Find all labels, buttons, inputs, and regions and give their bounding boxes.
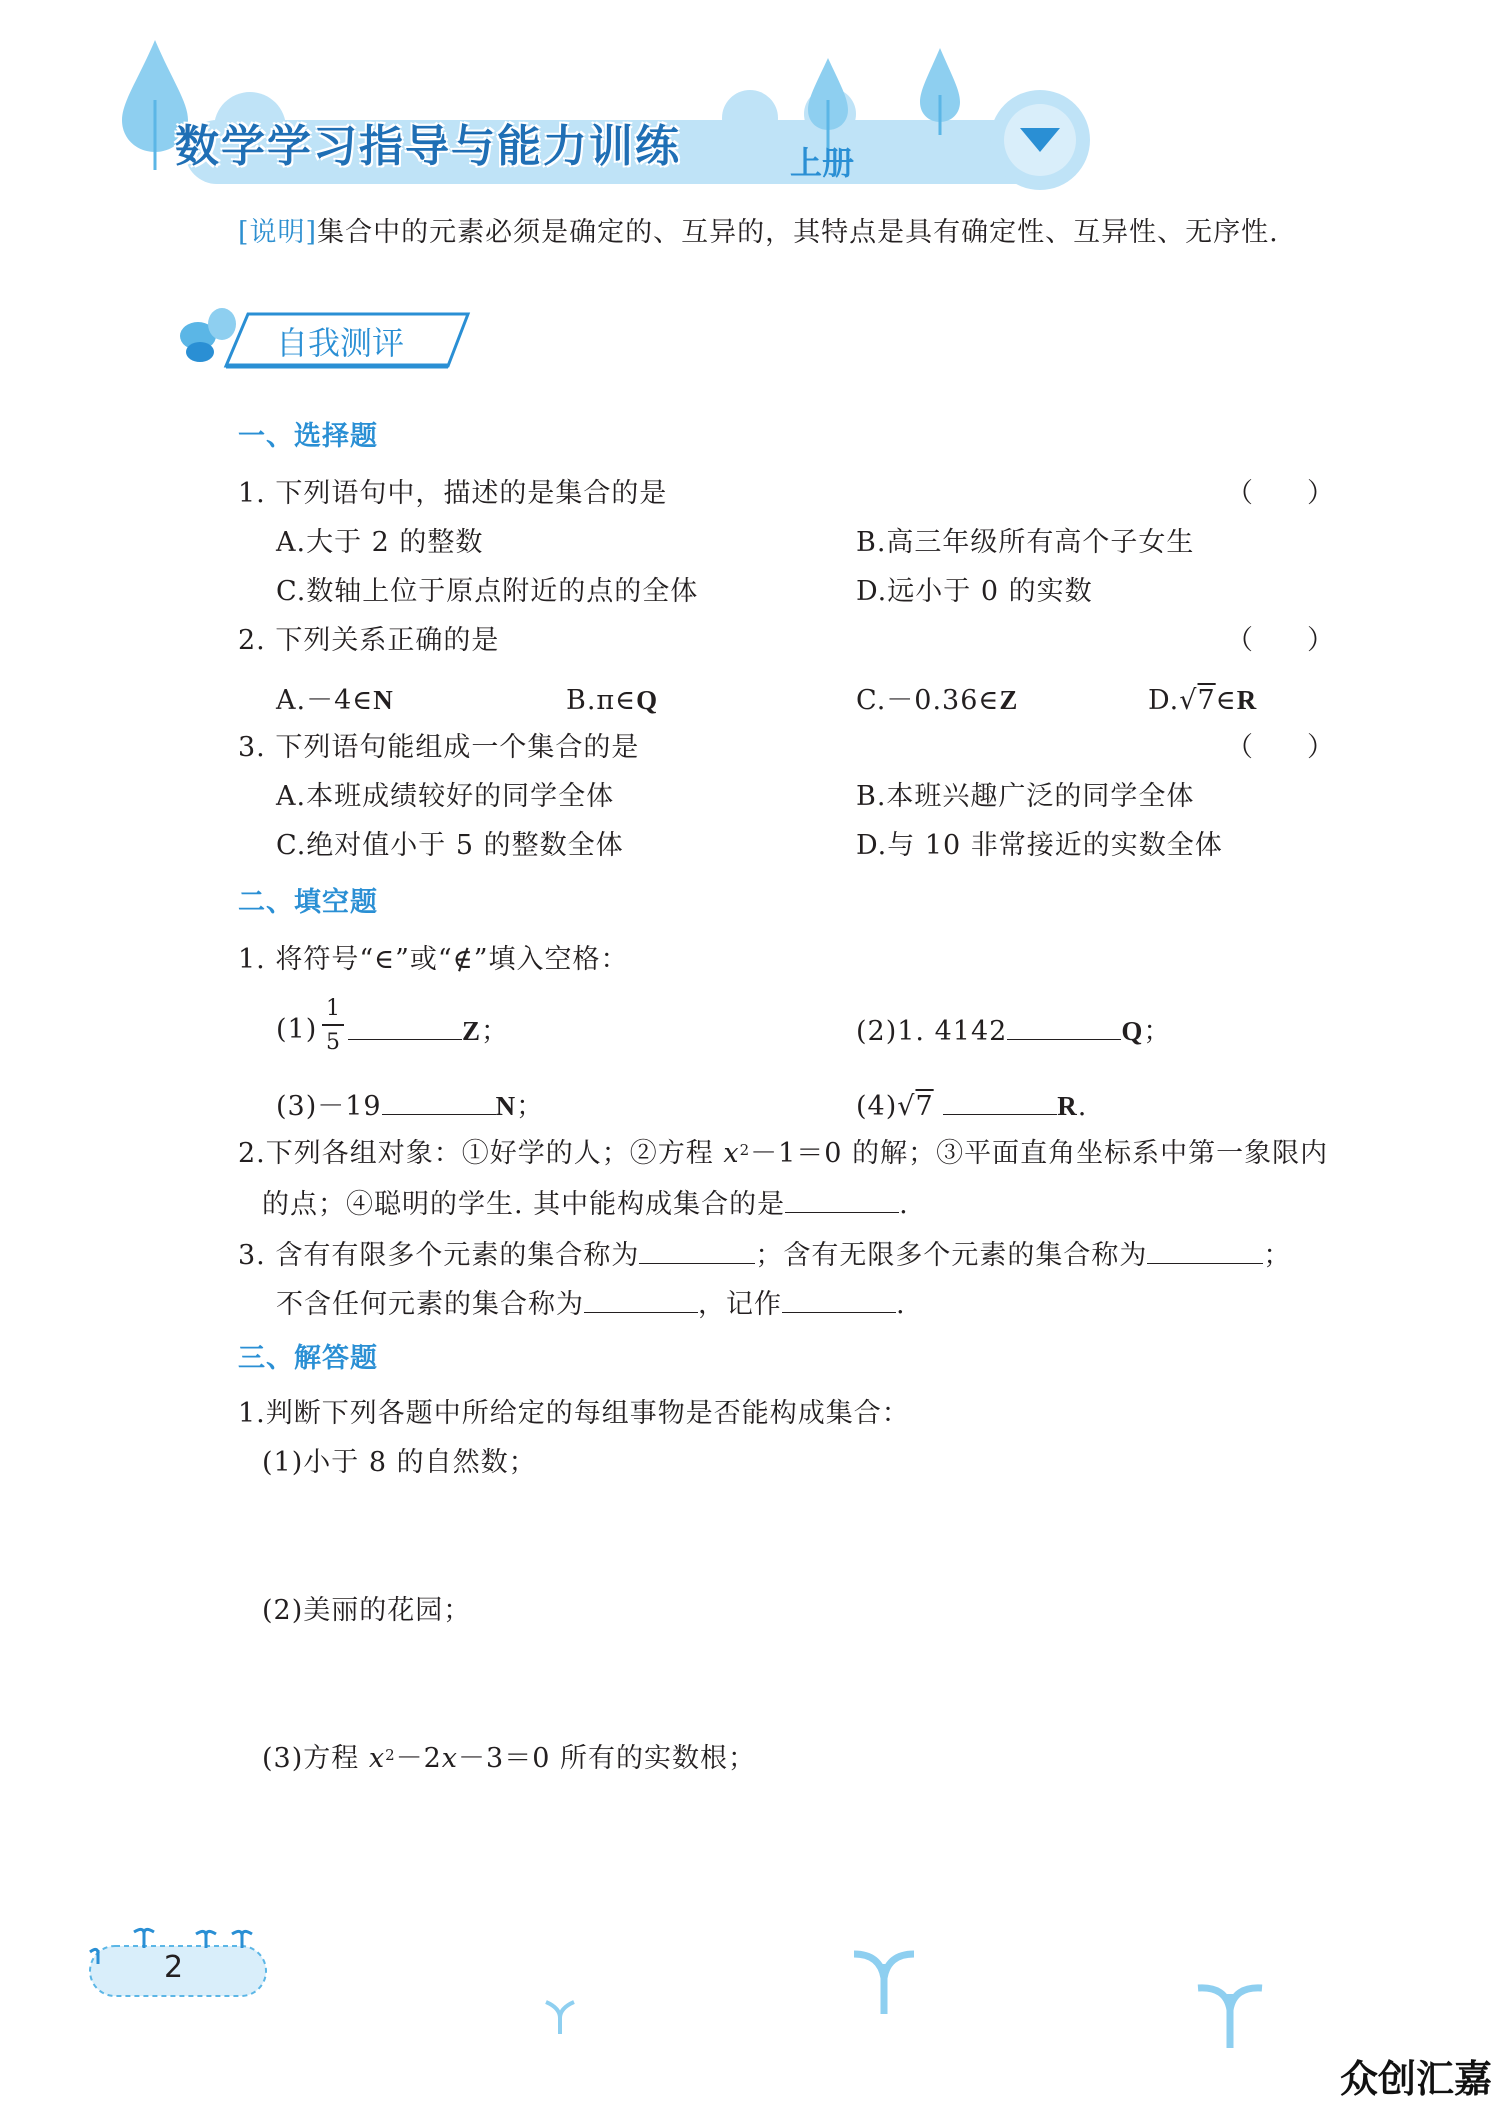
p2-q1-item4: (4)√7 R. <box>856 1088 1087 1124</box>
p1-q3-option-d: D.与 10 非常接近的实数全体 <box>856 830 1223 861</box>
p1-q3-option-a: A.本班成绩较好的同学全体 <box>276 781 615 812</box>
header-title: 数学学习指导与能力训练 <box>175 121 681 172</box>
p1-q3-answer-paren: （ ） <box>1226 732 1334 763</box>
section-banner-text: 自我测评 <box>276 324 405 362</box>
section-banner <box>178 296 478 376</box>
fill-blank[interactable] <box>584 1286 698 1313</box>
p1-q2-option-d: D.√7∈R <box>1148 685 1258 716</box>
p3-q1-sub2: (2)美丽的花园； <box>262 1595 472 1626</box>
p1-q1-option-c: C.数轴上位于原点附近的点的全体 <box>276 576 699 607</box>
p2-q1-item1-label: (1) <box>276 1014 318 1045</box>
page-header <box>110 40 1110 200</box>
p2-q2-line1: 2.下列各组对象：①好学的人；②方程 $x^2-1=0$ 的解；③平面直角坐标系中第一象限内 <box>238 1138 1329 1169</box>
fill-blank[interactable] <box>1147 1237 1263 1264</box>
p2-q3-line1: 3. 含有有限多个元素的集合称为 ；含有无限多个元素的集合称为 ； <box>238 1237 1291 1273</box>
p1-q1-option-a: A.大于 2 的整数 <box>276 527 484 558</box>
p1-q3-option-c: C.绝对值小于 5 的整数全体 <box>276 830 624 861</box>
page-number-badge <box>84 1924 274 2004</box>
p2-q1-item1-denominator: 5 <box>326 1030 340 1055</box>
fill-blank[interactable] <box>639 1237 755 1264</box>
note-tag: [说明] <box>238 217 318 248</box>
p1-q3-stem: 3. 下列语句能组成一个集合的是 <box>238 732 640 763</box>
fill-blank[interactable] <box>382 1088 496 1115</box>
p1-q1-option-b: B.高三年级所有高个子女生 <box>856 527 1195 558</box>
p1-q3-option-b: B.本班兴趣广泛的同学全体 <box>856 781 1195 812</box>
p1-q1-option-d: D.远小于 0 的实数 <box>856 576 1093 607</box>
sprout-decoration <box>500 1944 1400 2094</box>
p1-q2-option-b: B.π∈Q <box>566 685 659 716</box>
fill-blank[interactable] <box>1007 1013 1121 1040</box>
p3-q1-stem: 1.判断下列各题中所给定的每组事物是否能构成集合： <box>238 1398 910 1429</box>
fraction-bar <box>322 1024 344 1026</box>
note-text: 集合中的元素必须是确定的、互异的，其特点是具有确定性、互异性、无序性. <box>317 217 1279 248</box>
p2-q1-item1-blank-line: Z； <box>348 1013 509 1049</box>
p1-q1-stem: 1. 下列语句中，描述的是集合的是 <box>238 478 668 509</box>
fill-blank[interactable] <box>782 1286 896 1313</box>
part1-heading: 一、选择题 <box>238 421 378 452</box>
note-line <box>238 216 1279 250</box>
p1-q2-option-a: A.－4∈N <box>276 685 394 716</box>
p1-q2-option-c: C.－0.36∈Z <box>856 685 1019 716</box>
watermark: 众创汇嘉 <box>1340 2057 1493 2101</box>
p1-q1-answer-paren: （ ） <box>1226 478 1334 509</box>
p2-q1-item1-numerator: 1 <box>326 996 340 1021</box>
p2-q3-line2: 不含任何元素的集合称为 ，记作 . <box>276 1286 906 1322</box>
fill-blank[interactable] <box>785 1186 899 1213</box>
p1-q2-stem: 2. 下列关系正确的是 <box>238 625 500 656</box>
p2-q1-item3: (3)－19 N； <box>276 1088 544 1124</box>
p2-q1-item2: (2)1. 4142 Q； <box>856 1013 1171 1049</box>
p2-q2-line2: 的点；④聪明的学生. 其中能构成集合的是 . <box>262 1186 909 1222</box>
p1-q2-answer-paren: （ ） <box>1226 625 1334 656</box>
header-volume: 上册 <box>790 144 855 182</box>
p3-q1-sub1: (1)小于 8 的自然数； <box>262 1447 537 1478</box>
part2-heading: 二、填空题 <box>238 887 378 918</box>
p3-q1-sub3: (3)方程 $x^2-2x-3=0$ 所有的实数根； <box>262 1743 756 1774</box>
fill-blank[interactable] <box>943 1088 1057 1115</box>
page-number: 2 <box>164 1950 184 1985</box>
fill-blank[interactable] <box>348 1013 462 1040</box>
part3-heading: 三、解答题 <box>238 1343 378 1374</box>
p2-q1-stem: 1. 将符号“∈”或“∉”填入空格： <box>238 944 629 975</box>
